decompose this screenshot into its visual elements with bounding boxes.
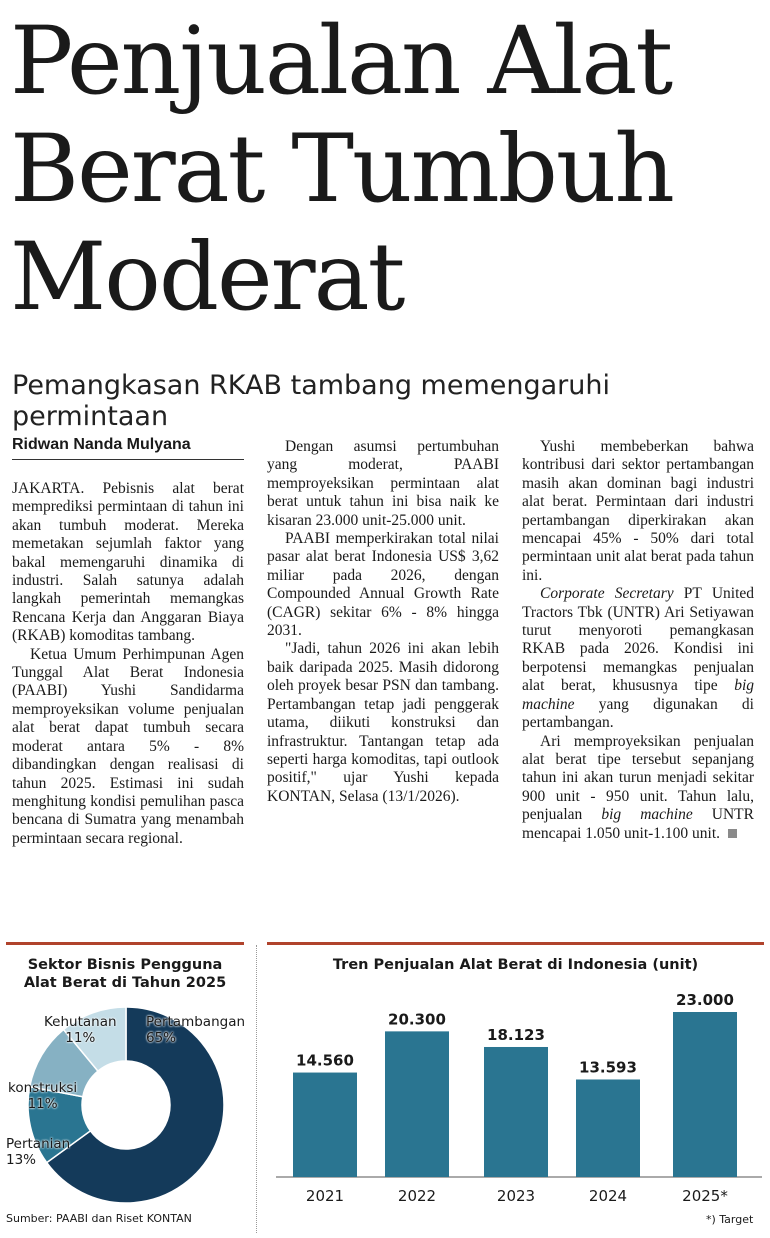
- bar-2025: [673, 1012, 737, 1177]
- subheadline: Pemangkasan RKAB tambang memengaruhi permintaan: [12, 370, 611, 432]
- bar-value-label: 13.593: [579, 1058, 637, 1077]
- paragraph: Corporate Secretary PT United Tractors Tbk (UNTR) Ari Setiyawan turut menyoroti pemangkasan RKAB pada 2026. Kondisi ini berpotensi memangkas penjualan alat berat, khususnya tipe big machine yang digunakan di pertambangan.: [522, 585, 754, 732]
- headline-line-1: Penjualan Alat: [10, 7, 672, 116]
- x-tick-label: 2025*: [682, 1187, 728, 1205]
- headline: [10, 8, 770, 332]
- article-column-2: [267, 438, 499, 806]
- paragraph: Ketua Umum Perhimpunan Agen Tunggal Alat Berat Indonesia (PAABI) Yushi Sandidarma memproyeksikan volume penjualan alat berat dapat tumbuh secara moderat antara 5% - 8% dibandingkan dengan realisasi di tahun 2025. Estimasi ini sudah menghitung kondisi pemulihan pasca bencana di Sumatra yang menambah permintaan secara regional.: [12, 645, 244, 847]
- bar-2021: [293, 1073, 357, 1177]
- bar-value-label: 20.300: [388, 1010, 446, 1029]
- italic-text: Corporate Secretary: [540, 585, 674, 603]
- paragraph: PAABI memperkirakan total nilai pasar alat berat Indonesia US$ 3,62 miliar pada 2026, dengan Compounded Annual Growth Rate (CAGR) sekitar 6% - 8% hingga 2031.: [267, 530, 499, 640]
- article-column-1: [12, 480, 244, 848]
- italic-text: big machine: [601, 806, 693, 824]
- pie-label-pertanian: Pertanian 13%: [6, 1136, 71, 1168]
- paragraph: Dengan asumsi pertumbuhan yang moderat, PAABI memproyeksikan permintaan alat berat untuk tahun ini bisa naik ke kisaran 23.000 unit-25.000 unit.: [267, 438, 499, 529]
- pie-label-konstruksi: konstruksi 11%: [8, 1080, 78, 1112]
- pie-label-pertambangan: Pertambangan 65%: [146, 1014, 246, 1046]
- end-mark-icon: [728, 829, 737, 838]
- bar-2023: [484, 1047, 548, 1177]
- target-note: *) Target: [706, 1213, 754, 1226]
- x-tick-label: 2024: [588, 1187, 628, 1205]
- bar-value-label: 23.000: [676, 991, 734, 1009]
- pie-chart-title: Sektor Bisnis Pengguna Alat Berat di Tahun 2025: [23, 957, 227, 991]
- chart-divider-right: [267, 942, 764, 945]
- headline-line-3: Moderat: [10, 223, 404, 332]
- bar-chart: [270, 975, 766, 1211]
- paragraph: Ari memproyeksikan penjualan alat berat tipe tersebut sepanjang tahun ini akan turun menjadi sekitar 900 unit - 950 unit. Tahun lalu, penjualan big machine UNTR mencapai 1.050 unit-1.100 unit.: [522, 732, 754, 842]
- x-tick-label: 2021: [305, 1187, 345, 1205]
- bar-chart-title: Tren Penjualan Alat Berat di Indonesia (unit): [332, 957, 699, 973]
- paragraph: "Jadi, tahun 2026 ini akan lebih baik daripada 2025. Masih didorong oleh proyek besar PSN dan tambang. Pertambangan tetap jadi penggerak utama, diikuti konstruksi dan infrastruktur. Tantangan tetap ada seperti harga komoditas, tapi outlook positif," ujar Yushi kepada KONTAN, Selasa (13/1/2026).: [267, 640, 499, 805]
- author-byline: Ridwan Nanda Mulyana: [12, 436, 244, 460]
- source-note: Sumber: PAABI dan Riset KONTAN: [6, 1212, 192, 1225]
- bar-2022: [385, 1031, 449, 1177]
- bar-value-label: 18.123: [487, 1025, 545, 1044]
- paragraph: JAKARTA. Pebisnis alat berat memprediksi permintaan di tahun ini akan tumbuh moderat. Mereka memetakan sejumlah faktor yang bakal memengaruhi dinamika di industri. Salah satunya adalah langkah pemerintah memangkas Rencana Kerja dan Anggaran Biaya (RKAB) komoditas tambang.: [12, 480, 244, 645]
- headline-line-2: Berat Tumbuh: [10, 115, 673, 224]
- bar-value-label: 14.560: [296, 1051, 354, 1070]
- italic-text: big machine: [522, 677, 754, 713]
- chart-divider-left: [6, 942, 244, 945]
- article-column-3: [522, 438, 754, 843]
- chart-separator: [256, 945, 257, 1233]
- x-tick-label: 2023: [496, 1187, 536, 1205]
- paragraph: Yushi membeberkan bahwa kontribusi dari sektor pertambangan masih akan dominan bagi industri alat berat. Permintaan dari industri pertambangan diperkirakan akan mencapai 45% - 50% dari total permintaan unit alat berat pada tahun ini.: [522, 438, 754, 584]
- bar-2024: [576, 1079, 640, 1177]
- pie-label-kehutanan: Kehutanan 11%: [44, 1014, 117, 1046]
- x-tick-label: 2022: [397, 1187, 437, 1205]
